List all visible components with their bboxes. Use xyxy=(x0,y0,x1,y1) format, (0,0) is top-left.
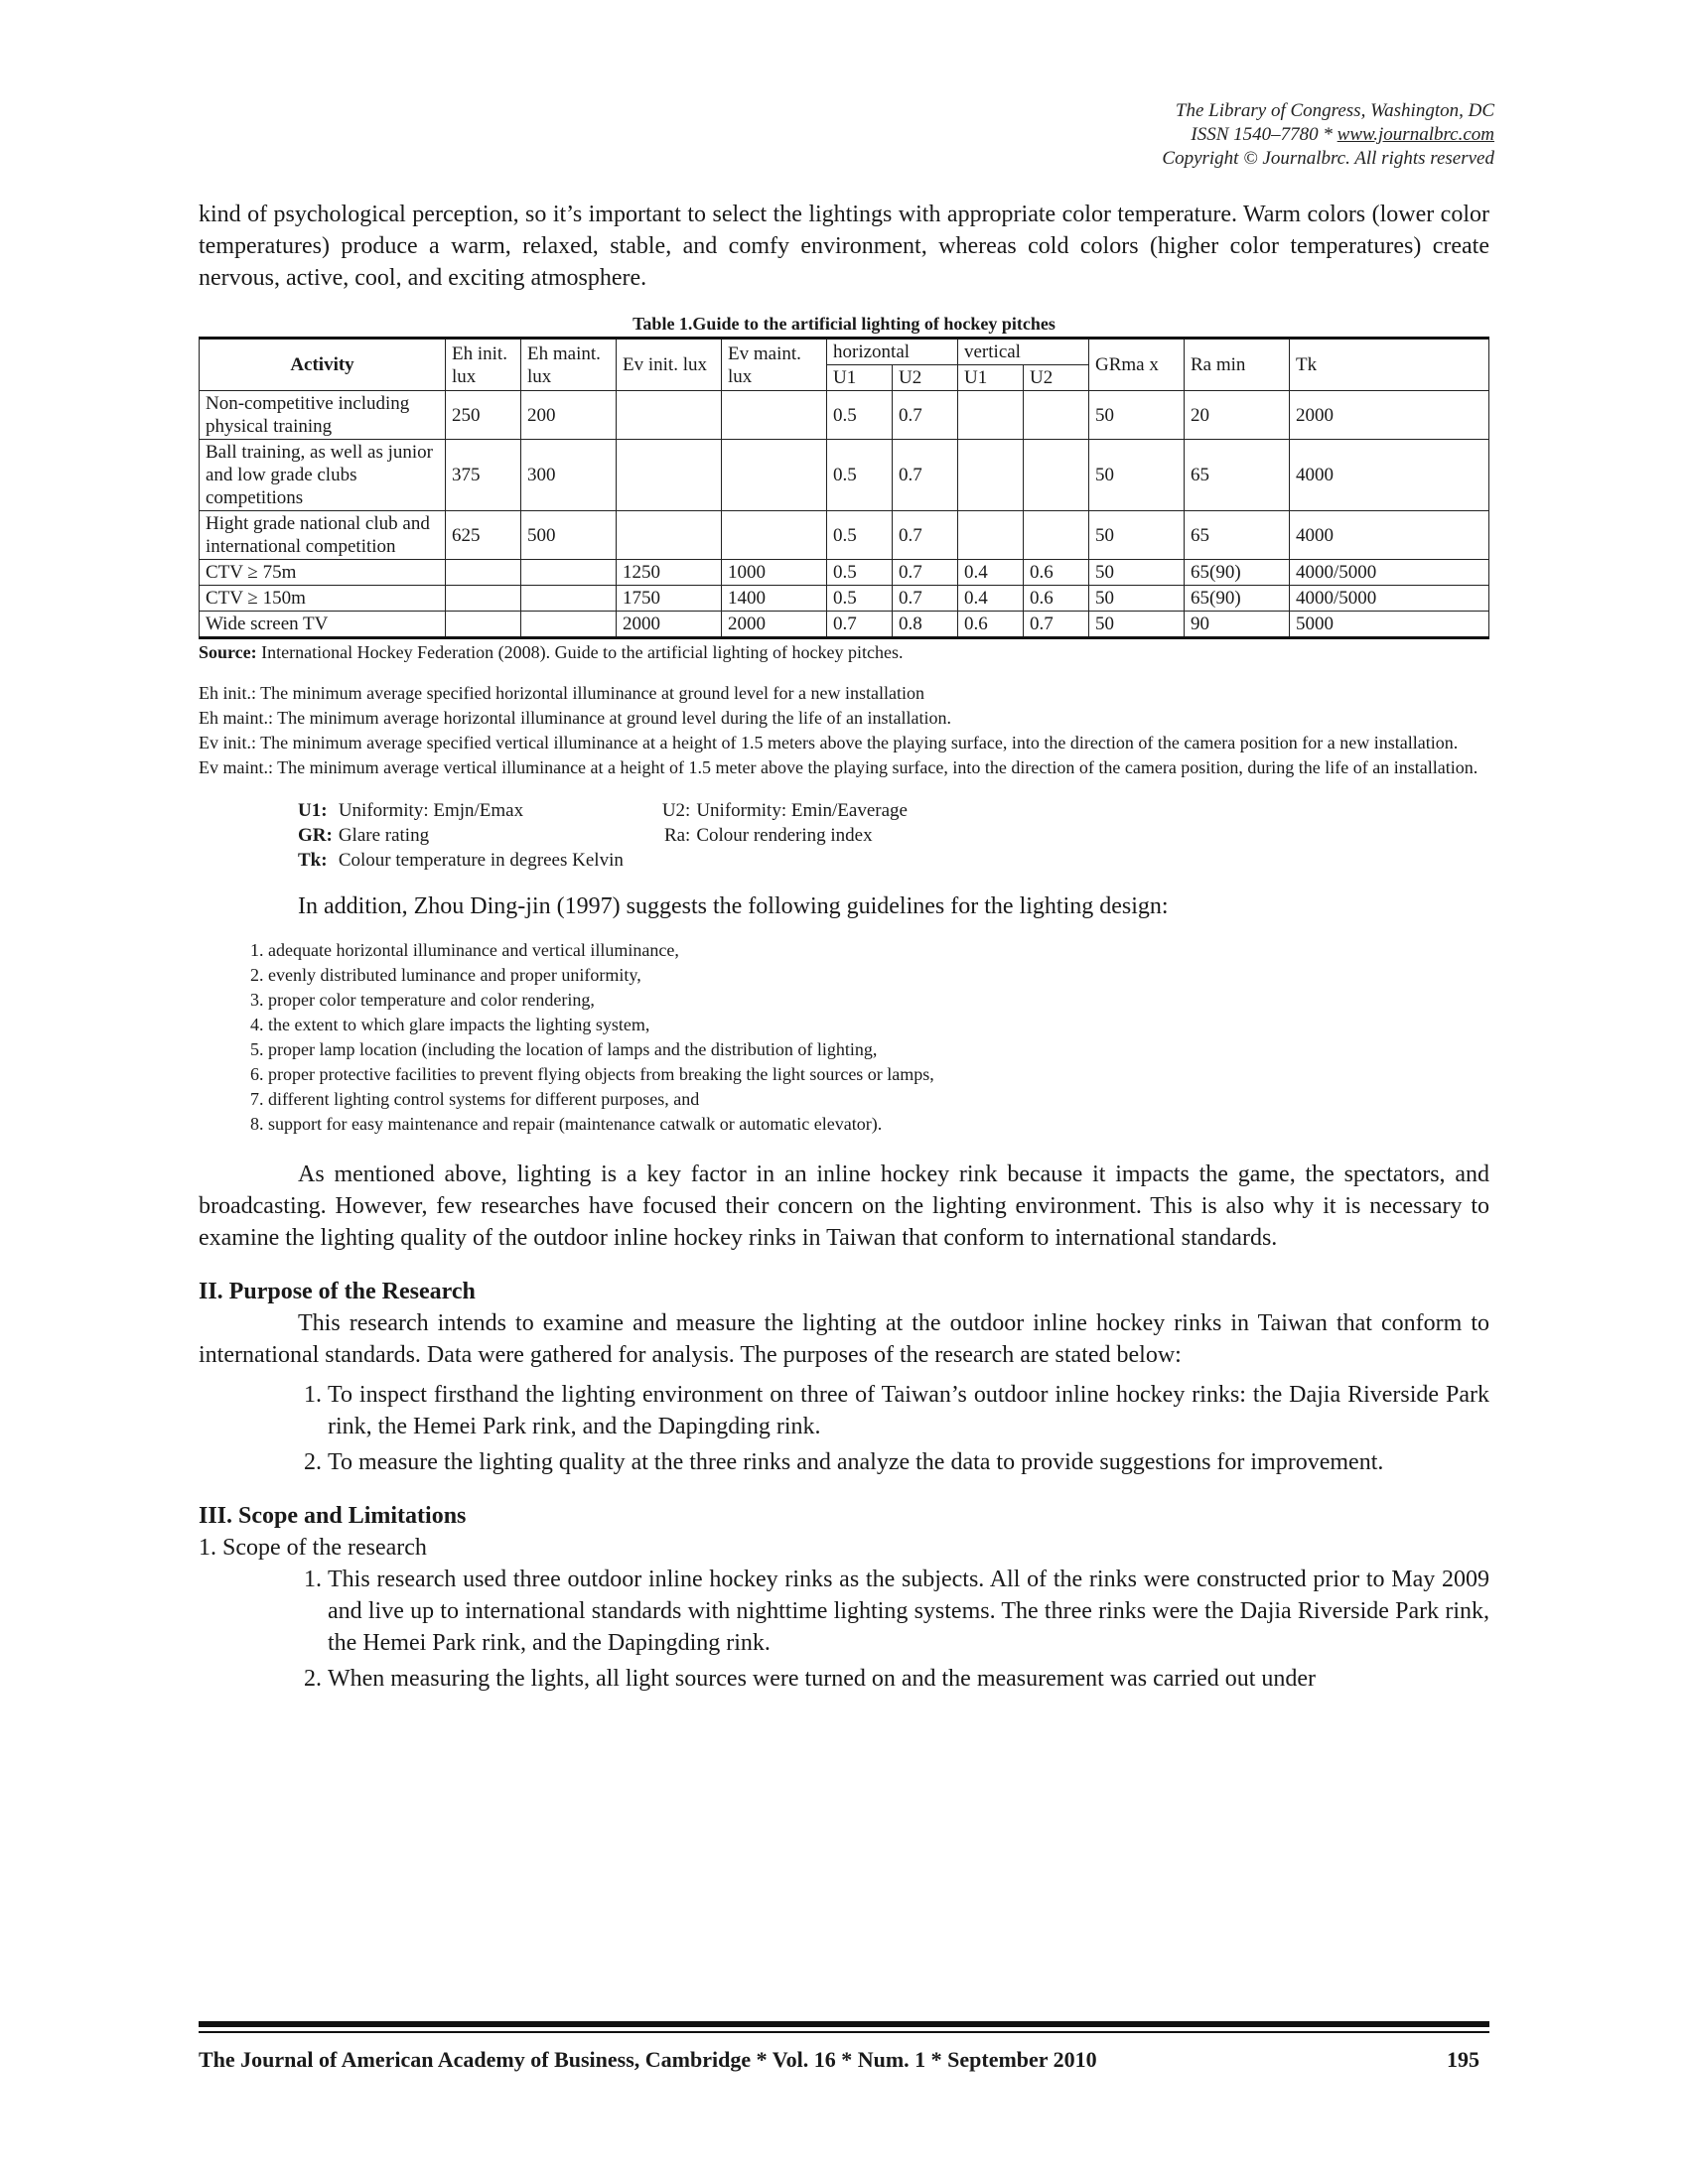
table-cell: 0.7 xyxy=(893,511,958,560)
table-cell: 0.6 xyxy=(1024,560,1089,586)
table-cell: 2000 xyxy=(1290,391,1489,440)
col-header-v-u2: U2 xyxy=(1024,365,1089,391)
list-item: 5. proper lamp location (including the location of lamps and the distribution of lighting, xyxy=(268,1037,1489,1062)
table-cell: 4000 xyxy=(1290,440,1489,511)
col-header-ev-init: Ev init. lux xyxy=(617,339,722,391)
table-cell: 0.5 xyxy=(827,511,893,560)
journal-citation: The Journal of American Academy of Business, Cambridge * Vol. 16 * Num. 1 * September 2010 xyxy=(199,2047,1097,2072)
intro-paragraph: kind of psychological perception, so it’s important to select the lightings with appropriate color temperature. Warm colors (lower color temperatures) produce a warm, relaxed, stable, and comfy environment, whereas cold colors (higher color temperatures) create nervous, active, cool, and exciting atmosphere. xyxy=(199,202,1489,291)
table-cell: 0.8 xyxy=(893,612,958,638)
legend-value: Colour rendering index xyxy=(696,825,873,846)
col-header-eh-init: Eh init. lux xyxy=(446,339,521,391)
footer-rule xyxy=(199,2031,1489,2033)
table-cell xyxy=(958,511,1024,560)
activity-cell: Ball training, as well as junior and low grade clubs competitions xyxy=(200,440,446,511)
table-cell xyxy=(617,440,722,511)
table-cell: 4000/5000 xyxy=(1290,560,1489,586)
table-row xyxy=(200,560,1489,586)
subsection-title: 1. Scope of the research xyxy=(199,1535,427,1561)
table-cell: 0.7 xyxy=(1024,612,1089,638)
table-cell xyxy=(446,586,521,612)
table-cell xyxy=(521,612,617,638)
mentioned-paragraph: As mentioned above, lighting is a key factor in an inline hockey rink because it impacts the game, the spectators, and broadcasting. However, few researches have focused their concern on the lighting environment. This is also why it is necessary to examine the lighting quality of the outdoor inline hockey rinks in Taiwan that conform to international standards. xyxy=(199,1161,1489,1251)
list-item: 4. the extent to which glare impacts the lighting system, xyxy=(268,1013,1489,1037)
definition-item: Eh init.: The minimum average specified horizontal illuminance at ground level for a new installation xyxy=(199,683,924,703)
scope-list xyxy=(199,1564,1489,1695)
lighting-guide-table xyxy=(199,337,1489,639)
table-cell: 300 xyxy=(521,440,617,511)
list-item: 2. When measuring the lights, all light sources were turned on and the measurement was carried out under xyxy=(328,1663,1489,1695)
list-item: 6. proper protective facilities to prevent flying objects from breaking the light sources or lamps, xyxy=(268,1062,1489,1087)
table-cell: 250 xyxy=(446,391,521,440)
table-cell: 0.7 xyxy=(893,440,958,511)
table-cell: 50 xyxy=(1089,612,1185,638)
col-header-h-u2: U2 xyxy=(893,365,958,391)
activity-cell: CTV ≥ 75m xyxy=(200,560,446,586)
col-header-eh-maint: Eh maint. lux xyxy=(521,339,617,391)
col-header-vertical: vertical xyxy=(958,339,1089,365)
definition-item: Ev init.: The minimum average specified vertical illuminance at a height of 1.5 meters above the playing surface, into the direction of the camera position for a new installation. xyxy=(199,733,1459,752)
table-cell xyxy=(617,391,722,440)
abbreviation-legend xyxy=(298,798,1489,873)
legend-value: Glare rating xyxy=(338,825,430,846)
table-cell: 50 xyxy=(1089,586,1185,612)
table-cell: 5000 xyxy=(1290,612,1489,638)
table-cell xyxy=(617,511,722,560)
zhou-intro: In addition, Zhou Ding-jin (1997) suggests the following guidelines for the lighting design: xyxy=(298,893,1169,919)
activity-cell: CTV ≥ 150m xyxy=(200,586,446,612)
table-cell: 0.5 xyxy=(827,391,893,440)
table-cell: 50 xyxy=(1089,391,1185,440)
table-row xyxy=(200,440,1489,511)
table-cell xyxy=(958,391,1024,440)
table-cell: 1000 xyxy=(722,560,827,586)
table-cell: 200 xyxy=(521,391,617,440)
table-cell: 0.7 xyxy=(893,560,958,586)
table-cell: 2000 xyxy=(722,612,827,638)
table-cell: 4000/5000 xyxy=(1290,586,1489,612)
table-cell: 1400 xyxy=(722,586,827,612)
legend-key: U2: xyxy=(661,800,691,821)
table-cell: 65 xyxy=(1185,511,1290,560)
table-cell: 65(90) xyxy=(1185,586,1290,612)
definition-item: Eh maint.: The minimum average horizontal illuminance at ground level during the life of an installation. xyxy=(199,708,951,728)
table-cell: 0.6 xyxy=(1024,586,1089,612)
page-footer xyxy=(199,2047,1479,2073)
table-cell xyxy=(722,391,827,440)
list-item: 2. evenly distributed luminance and proper uniformity, xyxy=(268,963,1489,988)
col-header-ramin: Ra min xyxy=(1185,339,1290,391)
footer-rule xyxy=(199,2021,1489,2027)
col-header-ev-maint: Ev maint. lux xyxy=(722,339,827,391)
page-number: 195 xyxy=(1447,2047,1479,2072)
page-header xyxy=(1162,99,1494,171)
table-row xyxy=(200,612,1489,638)
legend-key: GR: xyxy=(298,825,333,846)
list-item: 8. support for easy maintenance and repair (maintenance catwalk or automatic elevator). xyxy=(268,1112,1489,1137)
header-copyright: Copyright © Journalbrc. All rights reserved xyxy=(1162,148,1494,169)
col-header-tk: Tk xyxy=(1290,339,1489,391)
section-title: II. Purpose of the Research xyxy=(199,1279,476,1304)
legend-key: Ra: xyxy=(663,825,691,846)
activity-cell: Wide screen TV xyxy=(200,612,446,638)
section-title: III. Scope and Limitations xyxy=(199,1503,467,1529)
table-row xyxy=(200,511,1489,560)
table-cell xyxy=(446,612,521,638)
table-cell: 4000 xyxy=(1290,511,1489,560)
table-cell xyxy=(1024,391,1089,440)
table-cell: 0.7 xyxy=(893,391,958,440)
table-row xyxy=(200,391,1489,440)
table-cell: 20 xyxy=(1185,391,1290,440)
table-cell: 0.7 xyxy=(827,612,893,638)
table-cell: 90 xyxy=(1185,612,1290,638)
table-cell xyxy=(446,560,521,586)
table-cell: 0.4 xyxy=(958,560,1024,586)
table-cell: 0.5 xyxy=(827,560,893,586)
header-issn: ISSN 1540–7780 * www.journalbrc.com xyxy=(1191,124,1494,145)
col-header-v-u1: U1 xyxy=(958,365,1024,391)
definitions xyxy=(199,681,1489,780)
legend-key: U1: xyxy=(298,800,328,821)
purpose-list xyxy=(199,1379,1489,1478)
list-item: 7. different lighting control systems for different purposes, and xyxy=(268,1087,1489,1112)
table-cell: 2000 xyxy=(617,612,722,638)
col-header-activity: Activity xyxy=(200,339,446,391)
activity-cell: Hight grade national club and international competition xyxy=(200,511,446,560)
table-cell: 625 xyxy=(446,511,521,560)
list-item: 3. proper color temperature and color rendering, xyxy=(268,988,1489,1013)
legend-key: Tk: xyxy=(298,850,328,871)
table-cell: 0.5 xyxy=(827,440,893,511)
header-library: The Library of Congress, Washington, DC xyxy=(1175,100,1494,121)
table-cell: 50 xyxy=(1089,440,1185,511)
table-cell: 50 xyxy=(1089,511,1185,560)
table-cell: 375 xyxy=(446,440,521,511)
table-cell: 1250 xyxy=(617,560,722,586)
page-content xyxy=(199,199,1489,1699)
table-cell xyxy=(722,440,827,511)
table-cell: 65 xyxy=(1185,440,1290,511)
table-cell xyxy=(521,560,617,586)
journal-link[interactable]: www.journalbrc.com xyxy=(1336,124,1494,145)
table-caption: Table 1.Guide to the artificial lighting of hockey pitches xyxy=(633,314,1055,334)
list-item: 1. adequate horizontal illuminance and vertical illuminance, xyxy=(268,938,1489,963)
table-cell: 0.7 xyxy=(893,586,958,612)
table-cell: 500 xyxy=(521,511,617,560)
definition-item: Ev maint.: The minimum average vertical illuminance at a height of 1.5 meter above the playing surface, into the direction of the camera position, during the life of an installation. xyxy=(199,757,1478,777)
table-cell xyxy=(521,586,617,612)
table-cell xyxy=(1024,511,1089,560)
col-header-h-u1: U1 xyxy=(827,365,893,391)
table-cell: 65(90) xyxy=(1185,560,1290,586)
col-header-horizontal: horizontal xyxy=(827,339,958,365)
table-cell xyxy=(1024,440,1089,511)
legend-value: Uniformity: Emjn/Emax xyxy=(338,800,524,821)
table-cell: 1750 xyxy=(617,586,722,612)
table-cell: 0.4 xyxy=(958,586,1024,612)
legend-value: Colour temperature in degrees Kelvin xyxy=(338,850,624,871)
table-cell: 0.5 xyxy=(827,586,893,612)
guidelines-list xyxy=(199,938,1489,1137)
list-item: 1. This research used three outdoor inline hockey rinks as the subjects. All of the rinks were constructed prior to May 2009 and live up to international standards with nighttime lighting systems. The three rinks were the Dajia Riverside Park rink, the Hemei Park rink, and the Dapingding rink. xyxy=(328,1564,1489,1659)
legend-value: Uniformity: Emin/Eaverage xyxy=(696,800,908,821)
purpose-paragraph: This research intends to examine and measure the lighting at the outdoor inline hockey rinks in Taiwan that conform to international standards. Data were gathered for analysis. The purposes of the research are stated below: xyxy=(199,1310,1489,1368)
table-source: Source: International Hockey Federation (2008). Guide to the artificial lighting of hockey pitches. xyxy=(199,642,904,662)
table-cell xyxy=(722,511,827,560)
list-item: 2. To measure the lighting quality at the three rinks and analyze the data to provide suggestions for improvement. xyxy=(328,1446,1489,1478)
table-cell xyxy=(958,440,1024,511)
table-row xyxy=(200,586,1489,612)
col-header-grmax: GRma x xyxy=(1089,339,1185,391)
table-body xyxy=(200,391,1489,638)
table-cell: 50 xyxy=(1089,560,1185,586)
table-cell: 0.6 xyxy=(958,612,1024,638)
list-item: 1. To inspect firsthand the lighting environment on three of Taiwan’s outdoor inline hockey rinks: the Dajia Riverside Park rink, the Hemei Park rink, and the Dapingding rink. xyxy=(328,1379,1489,1442)
activity-cell: Non-competitive including physical training xyxy=(200,391,446,440)
